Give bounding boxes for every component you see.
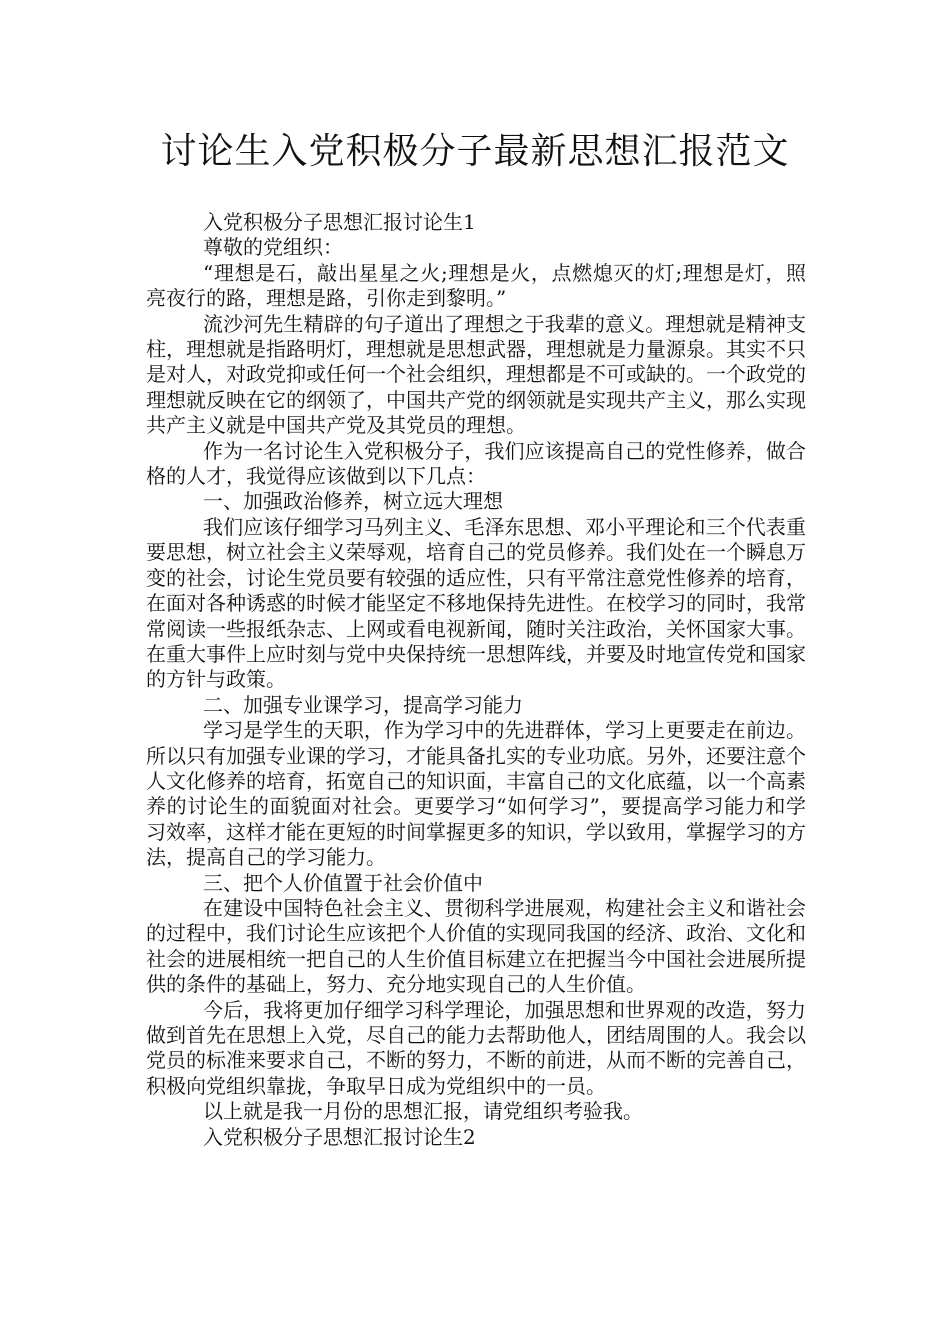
paragraph-political-study: 我们应该仔细学习马列主义、毛泽东思想、邓小平理论和三个代表重要思想，树立社会主义荣辱观，培育自己的党员修养。我们处在一个瞬息万变的社会，讨论生党员要有较强的适应性，只有平常注意党性修养的培育，在面对各种诱惑的时候才能坚定不移地保持先进性。在校学习的同时，我常常阅读一些报纸杂志、上网或看电视新闻，随时关注政治，关怀国家大事。在重大事件上应时刻与党中央保持统一思想阵线，并要及时地宣传党和国家的方针与政策。: [146, 514, 806, 692]
report-heading-1: 入党积极分子思想汇报讨论生1: [203, 210, 476, 234]
report-heading-2: 入党积极分子思想汇报讨论生2: [203, 1124, 476, 1149]
section-heading-1: 一、加强政治修养，树立远大理想: [203, 489, 503, 514]
quote-paragraph: “理想是石，敲出星星之火;理想是火，点燃熄灭的灯;理想是灯，照亮夜行的路，理想是路，引你走到黎明。”: [146, 260, 806, 311]
document-title: 讨论生入党积极分子最新思想汇报范文: [160, 131, 790, 172]
closing-line: 以上就是我一月份的思想汇报，请党组织考验我。: [203, 1099, 643, 1124]
section-heading-2: 二、加强专业课学习，提高学习能力: [203, 692, 523, 717]
paragraph-professional-study: 学习是学生的天职，作为学习中的先进群体，学习上更要走在前边。所以只有加强专业课的学习，才能具备扎实的专业功底。另外，还要注意个人文化修养的培育，拓宽自己的知识面，丰富自己的文化底蕴，以一个高素养的讨论生的面貌面对社会。更要学习“如何学习”，要提高学习能力和学习效率，这样才能在更短的时间掌握更多的知识，学以致用，掌握学习的方法，提高自己的学习能力。: [146, 718, 806, 870]
paragraph-ideal-meaning: 流沙河先生精辟的句子道出了理想之于我辈的意义。理想就是精神支柱，理想就是指路明灯，理想就是思想武器，理想就是力量源泉。其实不只是对人，对政党抑或任何一个社会组织，理想都是不可或缺的。一个政党的理想就反映在它的纲领了，中国共产党的纲领就是实现共产主义，那么实现共产主义就是中国共产党及其党员的理想。: [146, 311, 806, 438]
paragraph-social-value: 在建设中国特色社会主义、贯彻科学进展观，构建社会主义和谐社会的过程中，我们讨论生应该把个人价值的实现同我国的经济、政治、文化和社会的进展相统一把自己的人生价值目标建立在把握当今中国社会进展所提供的条件的基础上，努力、充分地实现自己的人生价值。: [146, 895, 806, 997]
paragraph-future-plan: 今后，我将更加仔细学习科学理论，加强思想和世界观的改造，努力做到首先在思想上入党，尽自己的能力去帮助他人，团结周围的人。我会以党员的标准来要求自己，不断的努力，不断的前进，从而不断的完善自己，积极向党组织靠拢，争取早日成为党组织中的一员。: [146, 997, 806, 1098]
paragraph-intro-points: 作为一名讨论生入党积极分子，我们应该提高自己的党性修养，做合格的人才，我觉得应该做到以下几点：: [146, 438, 806, 489]
document-body: [146, 210, 806, 1150]
section-heading-3: 三、把个人价值置于社会价值中: [203, 870, 483, 895]
salutation: 尊敬的党组织：: [203, 235, 343, 260]
